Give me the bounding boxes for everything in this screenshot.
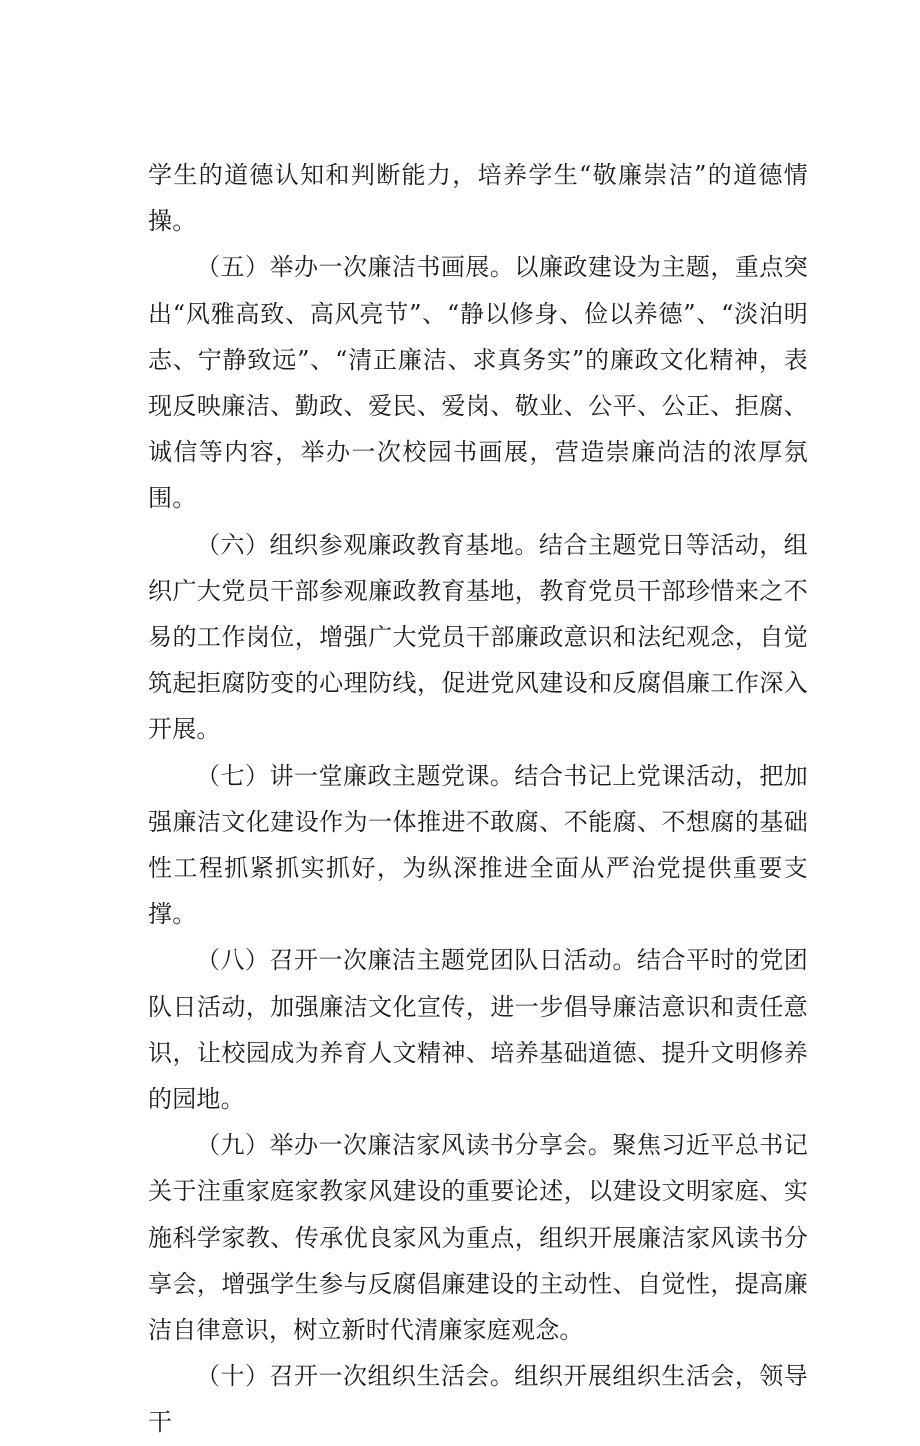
paragraph-party-lecture: （七）讲一堂廉政主题党课。结合书记上党课活动，把加强廉洁文化建设作为一体推进不敢腐、不能腐、不想腐的基础性工程抓紧抓实抓好，为纵深推进全面从严治党提供重要支撑。 bbox=[148, 761, 808, 929]
paragraph-continuation: 学生的道德认知和判断能力，培养学生“敬廉崇洁”的道德情操。 bbox=[148, 161, 808, 236]
document-body bbox=[148, 152, 808, 1446]
paragraph-calligraphy-exhibition: （五）举办一次廉洁书画展。以廉政建设为主题，重点突出“风雅高致、高风亮节”、“静以修身、俭以养德”、“淡泊明志、宁静致远”、“清正廉洁、求真务实”的廉政文化精神，表现反映廉洁、勤政、爱民、爱岗、敬业、公平、公正、拒腐、诚信等内容，举办一次校园书画展，营造崇廉尚洁的浓厚氛围。 bbox=[148, 253, 808, 513]
paragraph-family-reading-session: （九）举办一次廉洁家风读书分享会。聚焦习近平总书记关于注重家庭家教家风建设的重要论述，以建设文明家庭、实施科学家教、传承优良家风为重点，组织开展廉洁家风读书分享会，增强学生参与反腐倡廉建设的主动性、自觉性，提高廉洁自律意识，树立新时代清廉家庭观念。 bbox=[148, 1131, 808, 1345]
paragraph-team-day-activity: （八）召开一次廉洁主题党团队日活动。结合平时的党团队日活动，加强廉洁文化宣传，进一步倡导廉洁意识和责任意识，让校园成为养育人文精神、培养基础道德、提升文明修养的园地。 bbox=[148, 946, 808, 1114]
paragraph-organization-life-meeting: （十）召开一次组织生活会。组织开展组织生活会，领导干 bbox=[148, 1362, 808, 1437]
paragraph-education-base-visit: （六）组织参观廉政教育基地。结合主题党日等活动，组织广大党员干部参观廉政教育基地，教育党员干部珍惜来之不易的工作岗位，增强广大党员干部廉政意识和法纪观念，自觉筑起拒腐防变的心理防线，促进党风建设和反腐倡廉工作深入开展。 bbox=[148, 530, 808, 744]
